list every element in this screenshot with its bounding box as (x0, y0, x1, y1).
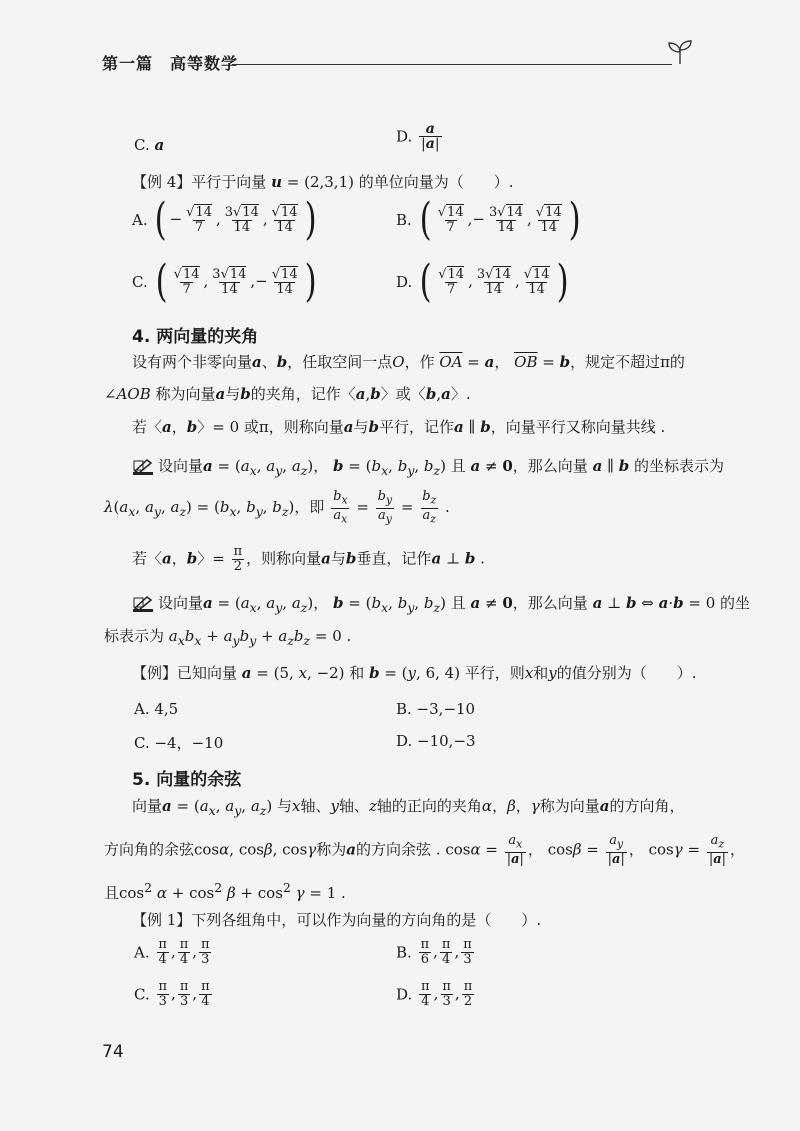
header-rule (232, 64, 672, 65)
section5-p3: 且$\cos^2 \alpha + \cos^2 \beta + \cos^2 \gamma = 1$ . (104, 880, 346, 902)
example-option-b: B. −3,−10 (396, 700, 476, 718)
note1-line2: $\lambda(a_x$, $a_y$, $a_z) = (b_x$, $b_y$, $b_z$)，即 $\frac{b_x}{a_x}$ = $\frac{b_y}{a_y}$ = $\frac{b_z}{a_z}$ . (104, 489, 450, 526)
section5-title: 5. 向量的余弦 (132, 770, 242, 790)
section4-p3: 若〈a，b〉= $\frac{\pi}{2}$ ，则称向量a与b垂直，记作a ⊥ b . (132, 544, 485, 574)
running-header: 第一篇 高等数学 (102, 54, 239, 73)
example4-stem: 【例 4】平行于向量 u = (2,3,1) 的单位向量为（ ）. (132, 173, 514, 191)
section4-p2: 若〈a，b〉= 0 或π，则称向量a与b平行，记作a ∥ b，向量平行又称向量共线 . (132, 418, 666, 436)
pencil-note-icon (132, 595, 154, 613)
example-stem: 【例】已知向量 a = (5, x, −2) 和 b = (y, 6, 4) 平行，则x和y的值分别为（ ）. (132, 664, 697, 682)
example4-option-d: D. ( $\frac{√14}{7}$ , $\frac{3√14}{14}$ , $\frac{√14}{14}$ ) (396, 256, 569, 307)
example1-option-b: B. $\frac{\pi}{6}$ , $\frac{\pi}{4}$ , $\frac{\pi}{3}$ (396, 937, 472, 967)
example4-option-c: C. ( $\frac{√14}{7}$ , $\frac{3√14}{14}$ ,− $\frac{√14}{14}$ ) (132, 256, 317, 307)
sprout-icon (665, 36, 695, 66)
example1-option-a: A. $\frac{\pi}{4}$ , $\frac{\pi}{4}$ , $\frac{\pi}{3}$ (134, 937, 210, 967)
example1-stem: 【例 1】下列各组角中，可以作为向量的方向角的是（ ）. (132, 911, 542, 929)
pencil-note-icon (132, 458, 154, 476)
example4-option-a: A. ( − $\frac{√14}{7}$ , $\frac{3√14}{14}$ , $\frac{√14}{14}$ ) (132, 194, 317, 245)
page-number: 74 (102, 1042, 124, 1062)
example4-option-b: B. ( $\frac{√14}{7}$ ,− $\frac{3√14}{14}$ , $\frac{√14}{14}$ ) (396, 194, 581, 245)
note2-line1: 设向量$a = (a_x$, $a_y$, $a_z$)， $b = (b_x$, $b_y$, $b_z$) 且 a ≠ 0，那么向量 a ⊥ b ⇔ a·b = 0 的坐 (132, 593, 750, 618)
example-option-c: C. −4，−10 (134, 734, 224, 752)
example-option-a: A. 4,5 (134, 700, 179, 718)
section4-title: 4. 两向量的夹角 (132, 327, 259, 347)
section4-p1-line1: 设有两个非零向量a、b，任取空间一点O，作 $\overline{OA} = a$， $\overline{OB} = b$，规定不超过π的 (132, 353, 685, 371)
section4-p1-line2: ∠AOB 称为向量a与b的夹角，记作〈a,b〉或〈b,a〉. (104, 385, 471, 403)
example-option-d: D. −10,−3 (396, 732, 476, 750)
section5-p2: 方向角的余弦cosα, cosβ, cosγ称为a的方向余弦 . cosα = $\frac{a_x}{|a|}$ ， cosβ = $\frac{a_y}{|a|}$ ， cosγ = $\frac{a_z}{|a|}$ ， (104, 833, 746, 867)
note2-line2: 标表示为 $a_xb_x + a_yb_y + a_zb_z = 0$ . (104, 627, 352, 648)
option-c-prev: C. a (134, 136, 165, 154)
example1-option-d: D. $\frac{\pi}{4}$ , $\frac{\pi}{3}$ , $\frac{\pi}{2}$ (396, 979, 473, 1009)
section5-p1: 向量$a = (a_x$, $a_y$, $a_z$) 与x轴、y轴、z轴的正向的夹角α，β，γ称为向量a的方向角， (132, 797, 685, 818)
example1-option-c: C. $\frac{\pi}{3}$ , $\frac{\pi}{3}$ , $\frac{\pi}{4}$ (134, 979, 210, 1009)
note1-line1: 设向量$a = (a_x$, $a_y$, $a_z$)， $b = (b_x$, $b_y$, $b_z$) 且 a ≠ 0，那么向量 a ∥ b 的坐标表示为 (132, 456, 724, 481)
option-d-prev: D. $\frac{a}{|a|}$ (396, 121, 440, 152)
